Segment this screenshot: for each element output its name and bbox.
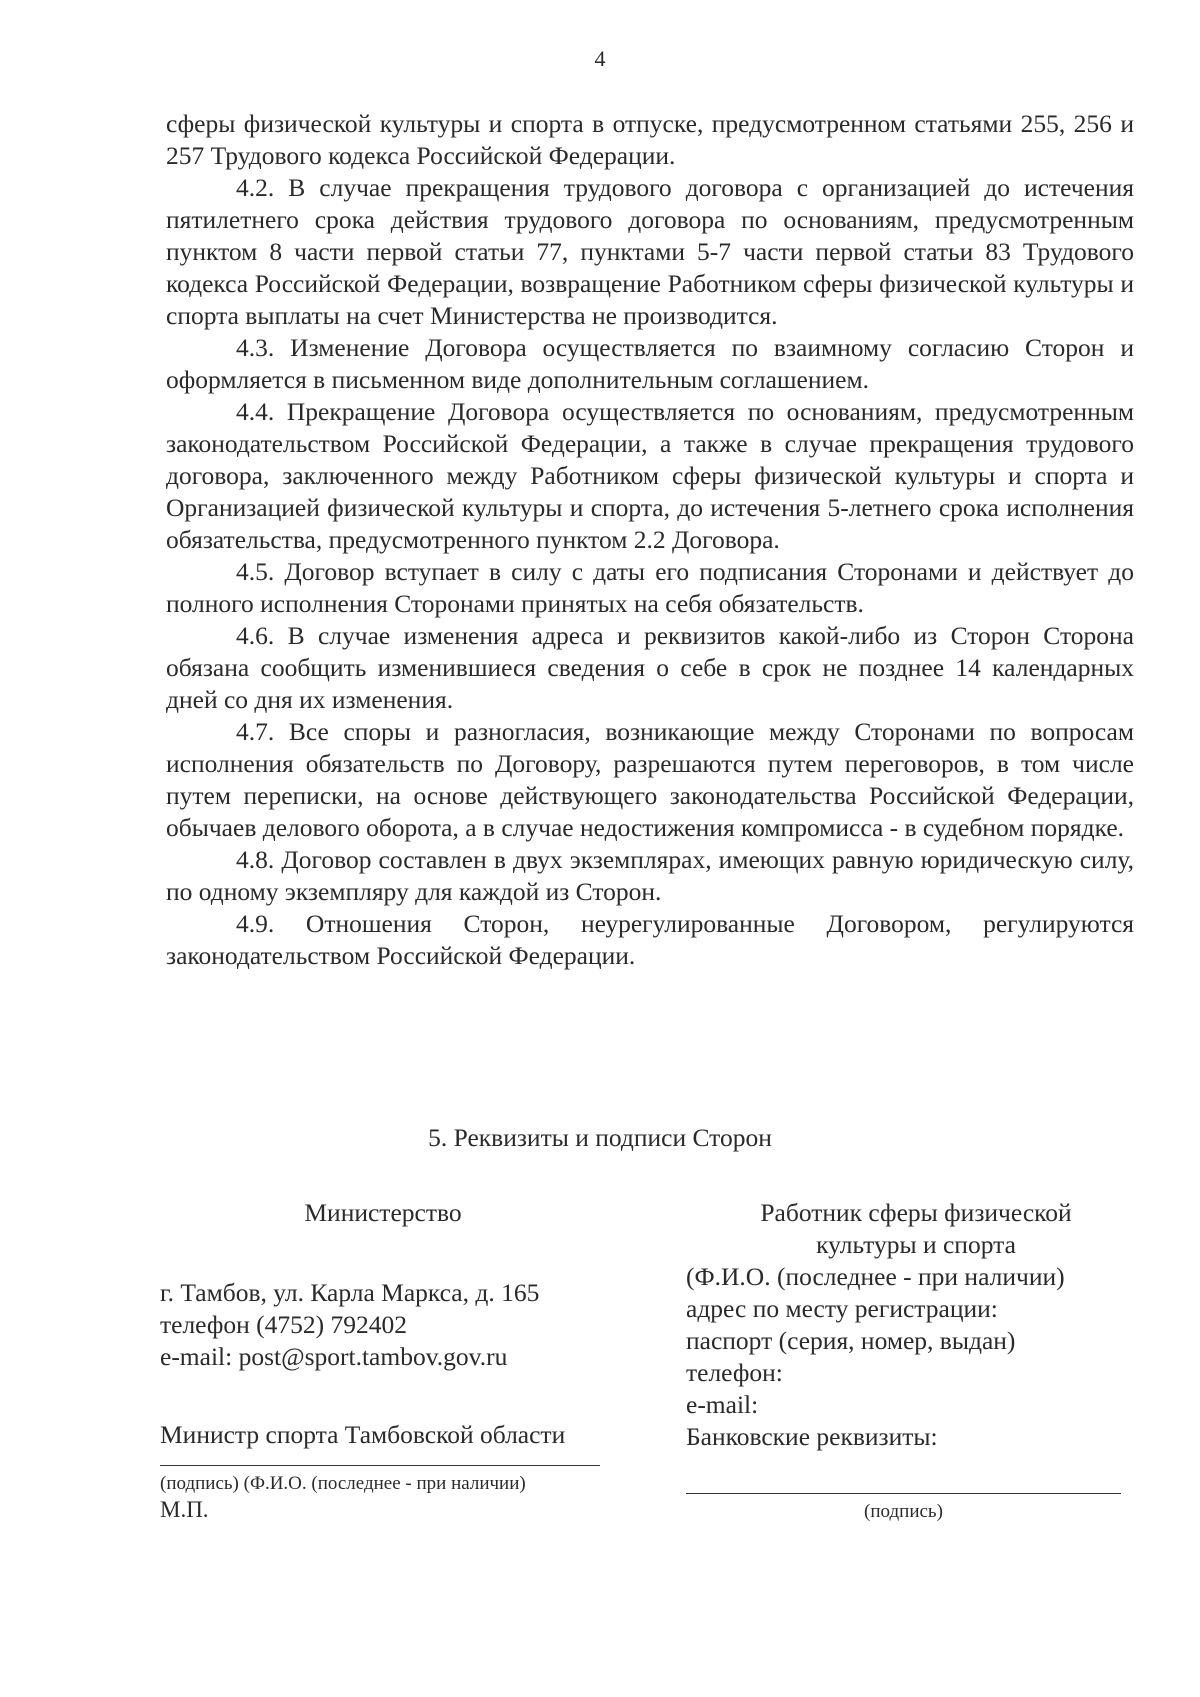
ministry-position: Министр спорта Тамбовской области — [160, 1420, 566, 1449]
worker-phone: телефон: — [686, 1358, 783, 1387]
worker-details — [686, 1197, 1146, 1453]
ministry-heading: Министерство — [304, 1198, 462, 1227]
section-title: 5. Реквизиты и подписи Сторон — [428, 1123, 772, 1152]
ministry-signature-caption: (подпись) (Ф.И.О. (последнее - при наличии) — [160, 1473, 526, 1494]
ministry-phone: телефон (4752) 792402 — [160, 1310, 407, 1339]
ministry-signature-block — [160, 1472, 620, 1524]
ministry-seal-mark: М.П. — [160, 1497, 209, 1522]
worker-address: адрес по месту регистрации: — [686, 1294, 998, 1323]
ministry-signature-line — [160, 1465, 600, 1466]
paragraph-4-3: 4.3. Изменение Договора осуществляется по взаимному согласию Сторон и оформляется в письменном виде дополнительным соглашением. — [166, 333, 1134, 394]
paragraph-4-8: 4.8. Договор составлен в двух экземплярах, имеющих равную юридическую силу, по одному экземпляру для каждой из Сторон. — [166, 845, 1134, 906]
worker-signature-line — [686, 1493, 1121, 1494]
worker-signature-caption: (подпись) — [864, 1501, 943, 1522]
ministry-email: e-mail: post@sport.tambov.gov.ru — [160, 1342, 508, 1371]
worker-email: e-mail: — [686, 1390, 759, 1419]
paragraph-4-2: 4.2. В случае прекращения трудового договора с организацией до истечения пятилетнего срока действия трудового договора по основаниям, предусмотренным пунктом 8 части первой статьи 77, пунктами 5-7 части первой статьи 83 Трудового кодекса Российской Федерации, возвращение Работником сферы физической культуры и спорта выплаты на счет Министерства не производится. — [166, 173, 1134, 330]
worker-bank-details: Банковские реквизиты: — [686, 1422, 938, 1451]
worker-heading-line2: культуры и спорта — [816, 1230, 1016, 1259]
worker-heading-line1: Работник сферы физической — [760, 1198, 1072, 1227]
page-number: 4 — [594, 46, 606, 71]
ministry-details — [160, 1197, 620, 1451]
paragraph-4-1-continued: сферы физической культуры и спорта в отпуске, предусмотренном статьями 255, 256 и 257 Трудового кодекса Российской Федерации. — [166, 109, 1134, 170]
contract-body — [166, 108, 1134, 972]
paragraph-4-4: 4.4. Прекращение Договора осуществляется по основаниям, предусмотренным законодательством Российской Федерации, а также в случае прекращения трудового договора, заключенного между Работником сферы физической культуры и спорта и Организацией физической культуры и спорта, до истечения 5-летнего срока исполнения обязательства, предусмотренного пунктом 2.2 Договора. — [166, 397, 1134, 554]
worker-fio: (Ф.И.О. (последнее - при наличии) — [686, 1262, 1065, 1291]
paragraph-4-6: 4.6. В случае изменения адреса и реквизитов какой-либо из Сторон Сторона обязана сообщить изменившиеся сведения о себе в срок не позднее 14 календарных дней со дня их изменения. — [166, 621, 1134, 714]
paragraph-4-5: 4.5. Договор вступает в силу с даты его подписания Сторонами и действует до полного исполнения Сторонами принятых на себя обязательств. — [166, 557, 1134, 618]
paragraph-4-7: 4.7. Все споры и разногласия, возникающие между Сторонами по вопросам исполнения обязательств по Договору, разрешаются путем переговоров, в том числе путем переписки, на основе действующего законодательства Российской Федерации, обычаев делового оборота, а в случае недостижения компромисса - в судебном порядке. — [166, 717, 1134, 842]
worker-passport: паспорт (серия, номер, выдан) — [686, 1326, 1016, 1355]
worker-heading — [686, 1197, 1146, 1261]
ministry-address: г. Тамбов, ул. Карла Маркса, д. 165 — [160, 1278, 540, 1307]
paragraph-4-9: 4.9. Отношения Сторон, неурегулированные Договором, регулируются законодательством Российской Федерации. — [166, 909, 1134, 970]
